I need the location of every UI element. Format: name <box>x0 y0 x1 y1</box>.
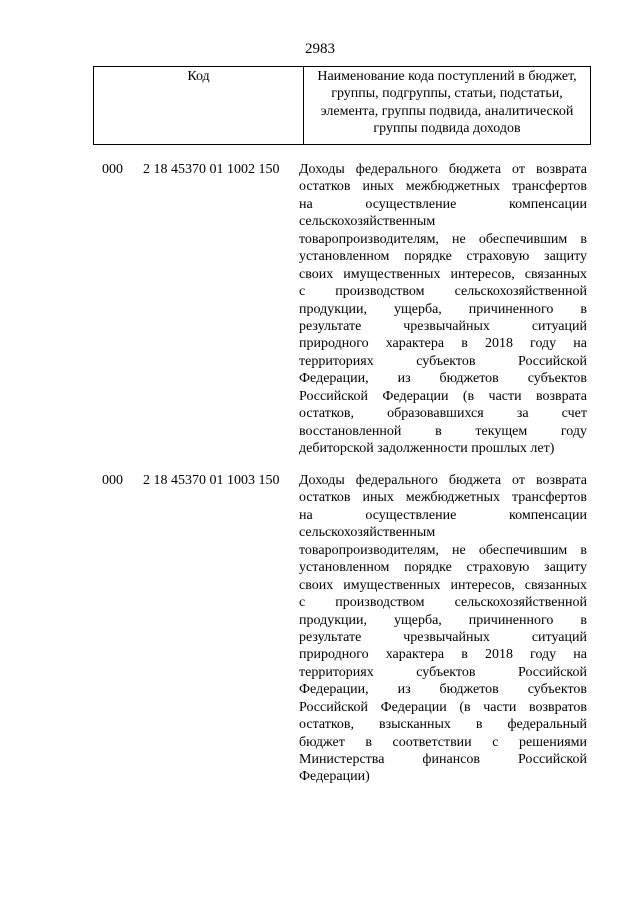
description-line: природного характера в 2018 году на <box>299 647 587 663</box>
income-description <box>299 472 587 786</box>
income-code: 2 18 45370 01 1003 150 <box>143 473 280 488</box>
description-line: Российской Федерации (в части возврата <box>299 388 587 404</box>
description-line: остатков, образовавшихся за счет <box>299 406 587 422</box>
description-line: сельскохозяйственным <box>299 214 436 230</box>
description-line: остатков, взысканных в федеральный <box>299 717 587 733</box>
admin-code: 000 <box>102 162 123 177</box>
name-column-header: Наименование кода поступлений в бюджет, группы, подгруппы, статьи, подстатьи, элемента, группы подвида, аналитической группы подвида доходов <box>304 67 591 145</box>
description-line: установленном порядке страховую защиту <box>299 249 587 265</box>
description-line: результате чрезвычайных ситуаций <box>299 629 587 645</box>
income-description <box>299 161 587 457</box>
description-line: результате чрезвычайных ситуаций <box>299 318 587 334</box>
description-line: на осуществление компенсации <box>299 196 587 212</box>
code-column-header: Код <box>94 67 304 145</box>
description-line: природного характера в 2018 году на <box>299 336 587 352</box>
description-line: установленном порядке страховую защиту <box>299 560 587 576</box>
description-line: Федерации, из бюджетов субъектов <box>299 371 587 387</box>
description-line: Российской Федерации (в части возвратов <box>299 699 587 715</box>
description-line: с производством сельскохозяйственной <box>299 284 587 300</box>
description-line: своих имущественных интересов, связанных <box>299 266 587 282</box>
description-line: с производством сельскохозяйственной <box>299 595 587 611</box>
description-line: Министерства финансов Российской <box>299 752 587 767</box>
description-line: восстановленной в текущем году <box>299 423 587 439</box>
description-line: Доходы федерального бюджета от возврата <box>299 473 587 488</box>
description-line: своих имущественных интересов, связанных <box>299 577 587 593</box>
description-line: Федерации) <box>299 769 370 785</box>
description-line: территориях субъектов Российской <box>299 353 587 369</box>
description-line: остатков иных межбюджетных трансфертов <box>299 179 587 195</box>
description-line: Федерации, из бюджетов субъектов <box>299 682 587 698</box>
admin-code: 000 <box>102 473 123 488</box>
description-line: товаропроизводителям, не обеспечившим в <box>299 231 587 247</box>
description-line: Доходы федерального бюджета от возврата <box>299 162 587 177</box>
description-line: сельскохозяйственным <box>299 525 436 541</box>
page-number: 2983 <box>305 41 335 57</box>
description-line: товаропроизводителям, не обеспечившим в <box>299 542 587 558</box>
income-code: 2 18 45370 01 1002 150 <box>143 162 280 177</box>
description-line: на осуществление компенсации <box>299 507 587 523</box>
description-line: дебиторской задолженности прошлых лет) <box>299 441 555 456</box>
description-line: территориях субъектов Российской <box>299 664 587 680</box>
description-line: продукции, ущерба, причиненного в <box>299 612 587 628</box>
description-line: бюджет в соответствии с решениями <box>299 734 587 750</box>
description-line: остатков иных межбюджетных трансфертов <box>299 490 587 506</box>
description-line: продукции, ущерба, причиненного в <box>299 301 587 317</box>
table-header <box>93 66 591 145</box>
